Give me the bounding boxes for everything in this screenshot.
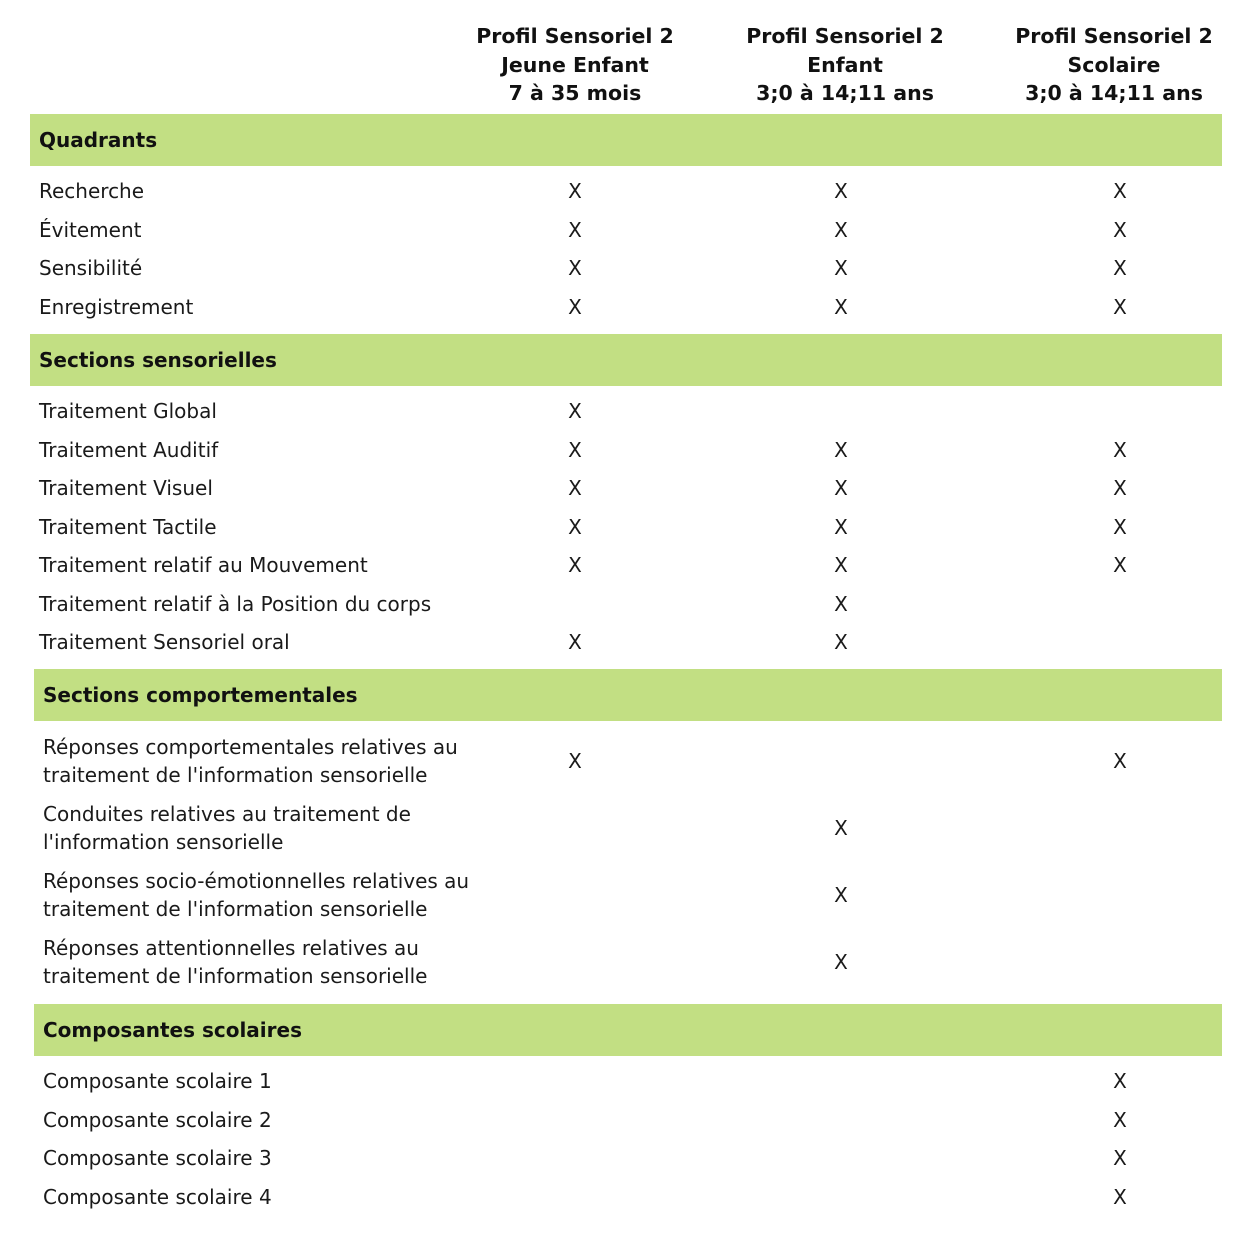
checkmark-x: X <box>834 438 848 462</box>
checkmark-x: X <box>834 295 848 319</box>
section-band <box>34 669 1222 721</box>
checkmark-x: X <box>834 592 848 616</box>
checkmark-x: X <box>834 630 848 654</box>
row-label <box>43 1183 272 1211</box>
row-label-line: Réponses attentionnelles relatives au <box>43 936 419 960</box>
column-header-line: 7 à 35 mois <box>508 81 642 105</box>
checkmark-x: X <box>568 399 582 423</box>
section-band <box>30 114 1222 166</box>
checkmark-x: X <box>568 553 582 577</box>
row-label <box>43 800 411 856</box>
column-header-jeune-enfant <box>445 22 705 108</box>
checkmark-x: X <box>1113 749 1127 773</box>
row-label <box>39 177 144 205</box>
row-label-line: Réponses socio-émotionnelles relatives au <box>43 869 470 893</box>
checkmark-x: X <box>568 749 582 773</box>
row-label <box>43 733 458 789</box>
row-label <box>39 293 193 321</box>
column-header-line: Scolaire <box>1067 52 1161 77</box>
row-label-line: Sensibilité <box>39 256 143 280</box>
column-header-line: Jeune Enfant <box>501 52 649 77</box>
row-label <box>39 551 368 579</box>
checkmark-x: X <box>568 438 582 462</box>
checkmark-x: X <box>834 883 848 907</box>
row-label-line: Traitement relatif au Mouvement <box>39 553 368 577</box>
row-label-line: Traitement Auditif <box>39 438 219 462</box>
checkmark-x: X <box>568 476 582 500</box>
row-label <box>43 934 427 990</box>
row-label <box>39 628 290 656</box>
row-label-line: Traitement Visuel <box>39 476 213 500</box>
row-label-line: Enregistrement <box>39 295 194 319</box>
row-label <box>39 590 431 618</box>
checkmark-x: X <box>1113 1069 1127 1093</box>
row-label-line: Composante scolaire 3 <box>43 1146 272 1170</box>
row-label <box>39 436 218 464</box>
checkmark-x: X <box>568 630 582 654</box>
row-label <box>43 1106 272 1134</box>
row-label-line: Traitement Tactile <box>39 515 217 539</box>
row-label-line: Conduites relatives au traitement de <box>43 802 411 826</box>
checkmark-x: X <box>834 515 848 539</box>
checkmark-x: X <box>568 179 582 203</box>
checkmark-x: X <box>834 179 848 203</box>
checkmark-x: X <box>1113 1108 1127 1132</box>
column-header-scolaire <box>984 22 1244 108</box>
row-label <box>39 397 217 425</box>
row-label-line: Évitement <box>39 218 142 242</box>
checkmark-x: X <box>568 256 582 280</box>
section-band <box>30 334 1222 386</box>
checkmark-x: X <box>568 515 582 539</box>
checkmark-x: X <box>1113 218 1127 242</box>
row-label <box>39 474 213 502</box>
column-header-line: 3;0 à 14;11 ans <box>756 81 934 105</box>
row-label <box>43 867 469 923</box>
row-label <box>39 216 141 244</box>
column-header-line: Enfant <box>807 52 883 77</box>
checkmark-x: X <box>568 295 582 319</box>
row-label-line: traitement de l'information sensorielle <box>43 964 428 988</box>
checkmark-x: X <box>834 218 848 242</box>
column-header-enfant <box>715 22 975 108</box>
checkmark-x: X <box>1113 1146 1127 1170</box>
section-band <box>34 1004 1222 1056</box>
checkmark-x: X <box>568 218 582 242</box>
row-label-line: l'information sensorielle <box>43 830 284 854</box>
row-label-line: Recherche <box>39 179 145 203</box>
row-label-line: Réponses comportementales relatives au <box>43 735 458 759</box>
checkmark-x: X <box>834 950 848 974</box>
row-label <box>43 1144 272 1172</box>
section-title: Sections sensorielles <box>39 348 277 372</box>
column-header-line: Profil Sensoriel 2 <box>476 24 674 48</box>
row-label-line: Composante scolaire 1 <box>43 1069 272 1093</box>
row-label <box>39 254 142 282</box>
checkmark-x: X <box>834 476 848 500</box>
column-header-line: Profil Sensoriel 2 <box>746 24 944 48</box>
row-label <box>43 1067 272 1095</box>
row-label-line: Composante scolaire 2 <box>43 1108 272 1132</box>
row-label-line: traitement de l'information sensorielle <box>43 763 428 787</box>
section-title: Composantes scolaires <box>43 1018 302 1042</box>
row-label <box>39 513 217 541</box>
checkmark-x: X <box>1113 438 1127 462</box>
checkmark-x: X <box>834 816 848 840</box>
row-label-line: Composante scolaire 4 <box>43 1185 272 1209</box>
column-header-line: Profil Sensoriel 2 <box>1015 24 1213 48</box>
section-title: Quadrants <box>39 128 158 152</box>
checkmark-x: X <box>834 256 848 280</box>
column-header-line: 3;0 à 14;11 ans <box>1025 81 1203 105</box>
section-title: Sections comportementales <box>43 683 358 707</box>
row-label-line: Traitement Sensoriel oral <box>39 630 290 654</box>
checkmark-x: X <box>1113 256 1127 280</box>
checkmark-x: X <box>834 553 848 577</box>
checkmark-x: X <box>1113 476 1127 500</box>
checkmark-x: X <box>1113 515 1127 539</box>
checkmark-x: X <box>1113 295 1127 319</box>
row-label-line: traitement de l'information sensorielle <box>43 897 428 921</box>
checkmark-x: X <box>1113 179 1127 203</box>
checkmark-x: X <box>1113 1185 1127 1209</box>
checkmark-x: X <box>1113 553 1127 577</box>
row-label-line: Traitement relatif à la Position du corps <box>39 592 432 616</box>
row-label-line: Traitement Global <box>39 399 217 423</box>
